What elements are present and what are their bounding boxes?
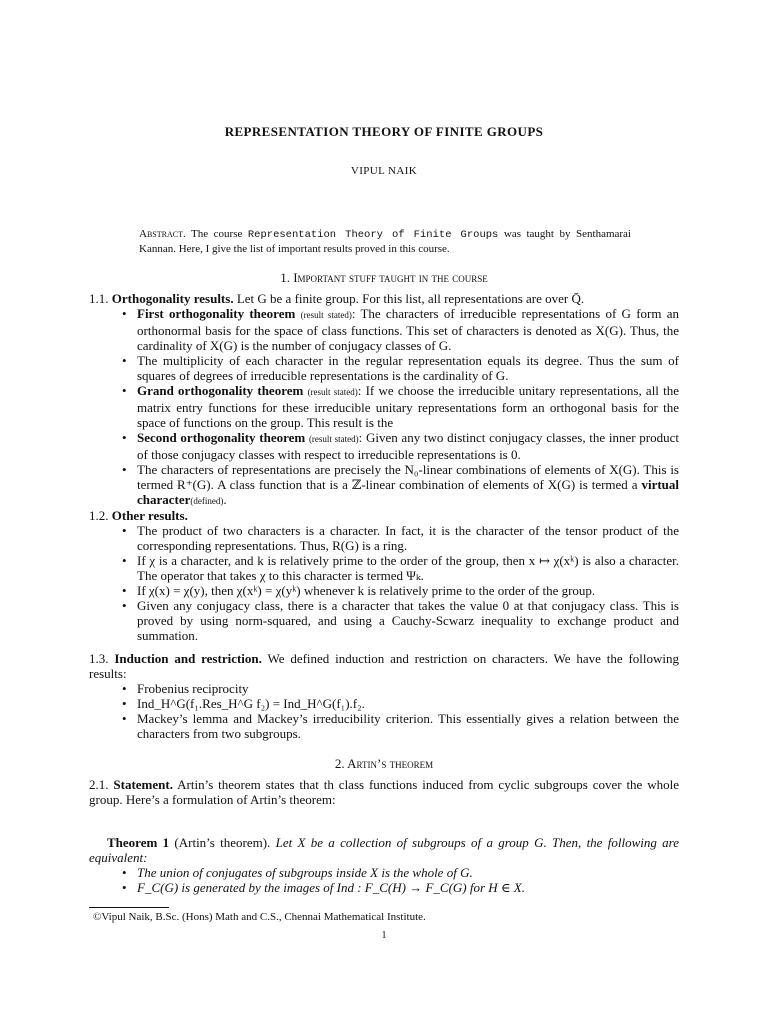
subsection-number: 1.2. xyxy=(89,508,109,523)
list-item: • The multiplicity of each character in the regular representation equals its degree. Thus the sum of squares of degrees of irreducible representations is the cardinality of G. xyxy=(122,353,679,383)
induction-list xyxy=(89,681,679,741)
list-item: • Mackey’s lemma and Mackey’s irreducibility criterion. This essentially gives a relation between the characters from two subgroups. xyxy=(122,711,679,741)
subsection-1-2 xyxy=(89,508,679,643)
list-item: • The characters of representations are precisely the N₀-linear combinations of elements of X(G). This is termed R⁺(G). A class function that is a ℤ-linear combination of elements of X(G) is termed a virtual character(defined). xyxy=(122,462,680,507)
section-1-number: 1. xyxy=(280,270,290,285)
bullet-icon: • xyxy=(122,383,127,398)
section-2-number: 2. xyxy=(334,756,345,771)
subsection-heading: Orthogonality results. xyxy=(111,291,234,306)
theorem-label: Theorem 1 xyxy=(107,835,170,850)
bullet-icon: • xyxy=(122,598,127,613)
list-item: • If χ is a character, and k is relatively prime to the order of the group, then x ↦ χ(xᵏ) is also a character. The operator that takes χ to this character is termed Ψₖ. xyxy=(122,553,679,583)
list-item: • Frobenius reciprocity xyxy=(122,681,249,696)
bullet-icon: • xyxy=(122,553,127,568)
subsection-1-3 xyxy=(89,651,679,741)
bullet-icon: • xyxy=(122,430,127,445)
bullet-icon: • xyxy=(122,681,127,696)
subsection-number: 1.3. xyxy=(89,651,109,666)
subsection-number: 1.1. xyxy=(89,291,109,306)
theorem-statement: Let X be a collection of subgroups of a group G. Then, the following are equivalent: xyxy=(89,835,680,865)
list-item: • The union of conjugates of subgroups inside X is the whole of G. xyxy=(122,865,473,880)
subsection-1-1-head xyxy=(89,291,679,306)
subsection-intro: Let G be a finite group. For this list, all representations are over Q̄. xyxy=(236,291,585,306)
bullet-icon: • xyxy=(122,865,127,880)
subsection-heading: Induction and restriction. xyxy=(114,651,262,666)
list-item: • Grand orthogonality theorem (result stated): If we choose the irreducible unitary representations, all the matrix entry functions for these irreducible unitary representations form an orthogonal basis for the space of functions on the group. This result is the xyxy=(122,383,680,430)
theorem-list xyxy=(89,865,679,895)
abstract-pre: The course xyxy=(191,228,243,240)
section-1-heading xyxy=(0,270,768,285)
footnote-rule xyxy=(89,907,169,908)
bullet-icon: • xyxy=(122,880,127,895)
section-1-title: Important stuff taught in the course xyxy=(293,270,488,285)
subsection-1-1 xyxy=(89,291,679,509)
paper-title: REPRESENTATION THEORY OF FINITE GROUPS xyxy=(224,124,544,139)
orthogonality-list xyxy=(89,306,679,509)
section-2-heading xyxy=(0,756,768,771)
bullet-icon: • xyxy=(122,306,127,321)
list-item: • Ind_H^G(f₁.Res_H^G f₂) = Ind_H^G(f₁).f₂. xyxy=(122,696,365,711)
page-number: 1 xyxy=(381,930,387,941)
list-item: • Second orthogonality theorem (result stated): Given any two distinct conjugacy classes, the inner product of those conjugacy classes with respect to irreducible representations is 0. xyxy=(122,430,680,462)
abstract-label: Abstract. xyxy=(139,228,186,240)
list-item: • First orthogonality theorem (result stated): The characters of irreducible representations of G form an orthonormal basis for the space of class functions. This set of characters is denoted as X(G). Thus, the cardinality of X(G) is the number of conjugacy classes of G. xyxy=(122,306,680,353)
list-item: • The product of two characters is a character. In fact, it is the character of the tensor product of the corresponding representations. Thus, R(G) is a ring. xyxy=(122,523,679,553)
subsection-intro: We defined induction and restriction on characters. We have the following results: xyxy=(89,651,679,681)
section-2-title: Artin’s theorem xyxy=(347,756,434,771)
subsection-2-1 xyxy=(89,777,679,807)
list-item: • F_C(G) is generated by the images of Ind : F_C(H) → F_C(G) for H ∈ X. xyxy=(122,880,526,895)
list-item: • If χ(x) = χ(y), then χ(xᵏ) = χ(yᵏ) whenever k is relatively prime to the order of the group. xyxy=(122,583,596,598)
paper-author: VIPUL NAIK xyxy=(350,165,418,177)
bullet-icon: • xyxy=(122,696,127,711)
bullet-icon: • xyxy=(122,583,127,598)
subsection-heading: Other results. xyxy=(111,508,188,523)
subsection-number: 2.1. xyxy=(89,777,109,792)
bullet-icon: • xyxy=(122,462,127,477)
footnote: ©Vipul Naik, B.Sc. (Hons) Math and C.S., Chennai Mathematical Institute. xyxy=(93,911,426,923)
subsection-text: Artin’s theorem states that th class functions induced from cyclic subgroups cover the whole group. Here’s a formulation of Artin’s theorem: xyxy=(89,777,679,807)
abstract xyxy=(139,227,631,256)
bullet-icon: • xyxy=(122,711,127,726)
other-results-list xyxy=(89,523,679,643)
theorem-name: (Artin’s theorem). xyxy=(174,835,271,850)
abstract-post: was taught by Senthamarai Kannan. Here, I give the list of important results proved in this course. xyxy=(139,228,631,255)
theorem-1 xyxy=(89,835,679,895)
bullet-icon: • xyxy=(122,353,127,368)
list-item: • Given any conjugacy class, there is a character that takes the value 0 at that conjugacy class. This is proved by using norm-squared, and using a Cauchy-Scwarz inequality to exchange product and summation. xyxy=(122,598,679,643)
bullet-icon: • xyxy=(122,523,127,538)
abstract-course: Representation Theory of Finite Groups xyxy=(247,229,499,241)
subsection-heading: Statement. xyxy=(113,777,173,792)
